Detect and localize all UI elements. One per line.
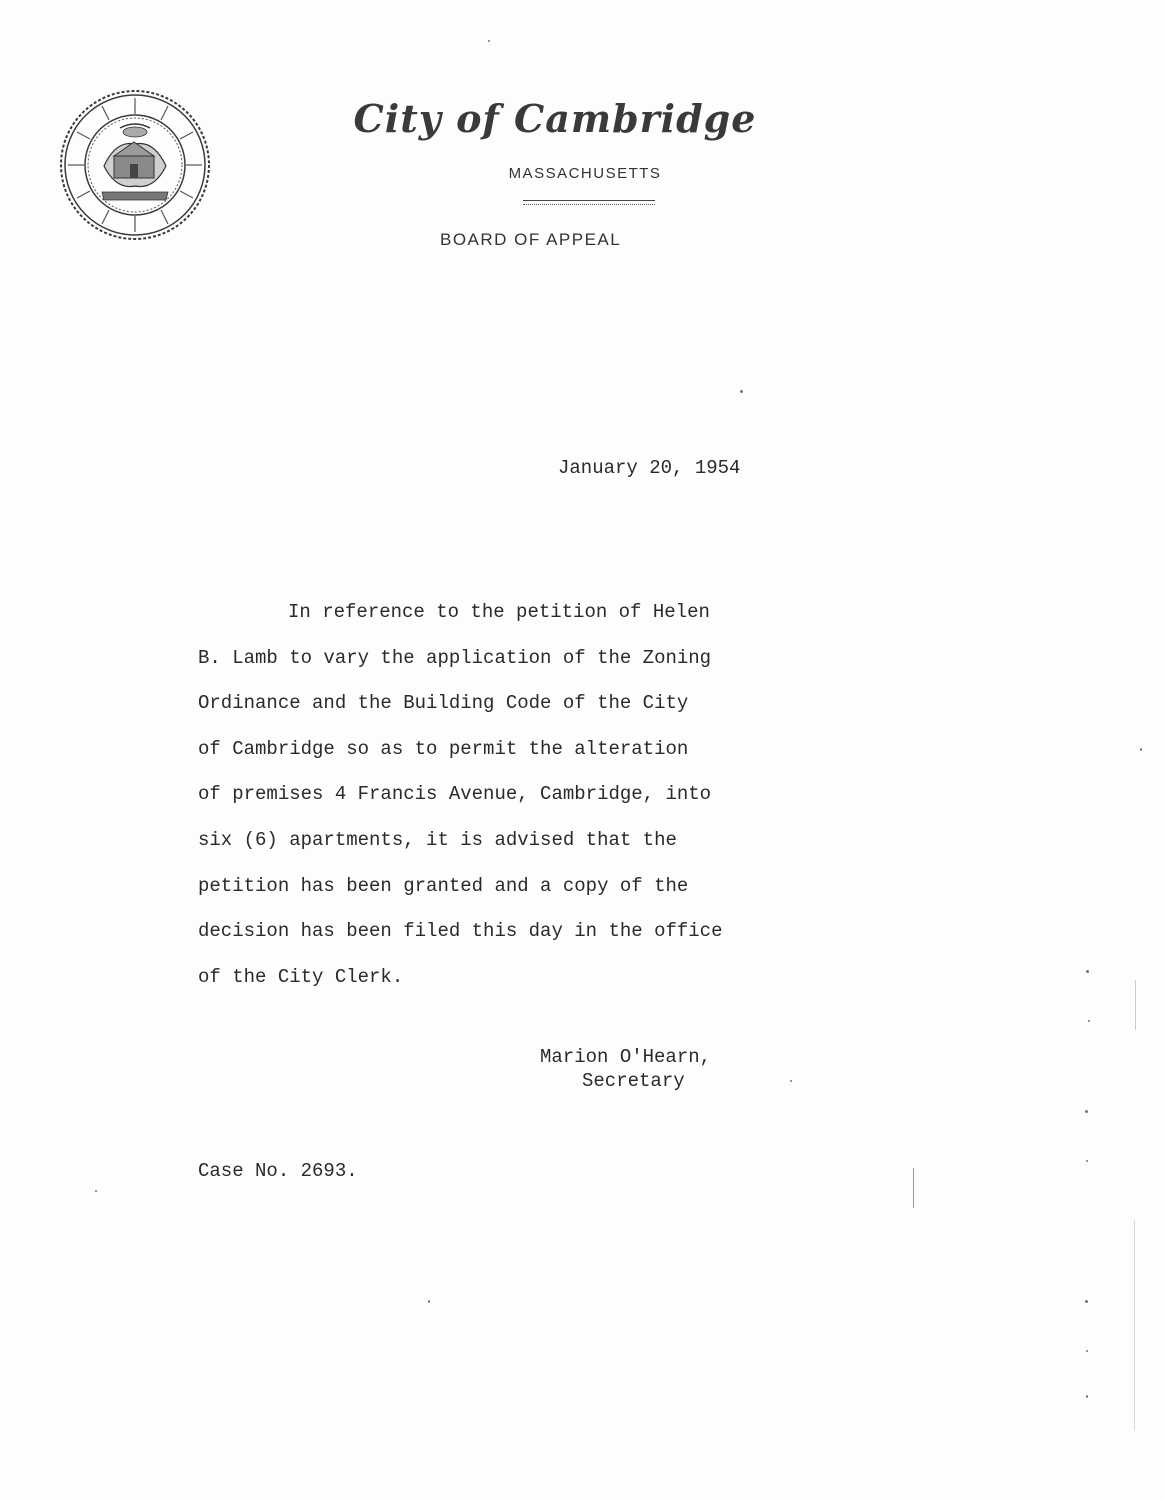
scan-speck [1085, 1300, 1088, 1303]
scan-speck [1140, 748, 1142, 751]
scan-edge-mark [913, 1168, 914, 1208]
body-line: B. Lamb to vary the application of the Zoning [198, 646, 712, 669]
scan-speck [1086, 1395, 1088, 1398]
scan-speck [1086, 970, 1089, 973]
scan-speck [1085, 1110, 1088, 1113]
scan-speck [95, 1190, 97, 1192]
city-title: City of Cambridge [353, 96, 757, 141]
body-line: petition has been granted and a copy of the [198, 874, 689, 897]
letter-body [198, 590, 858, 1000]
header-divider [523, 200, 655, 201]
letter-date: January 20, 1954 [558, 457, 741, 479]
body-line: In reference to the petition of Helen [288, 601, 710, 623]
scan-speck [488, 40, 490, 42]
signer-name: Marion O'Hearn, [540, 1046, 712, 1068]
body-line: of Cambridge so as to permit the alteration [198, 737, 689, 760]
scan-speck [428, 1300, 430, 1303]
scan-speck [1088, 1020, 1090, 1022]
board-name: BOARD OF APPEAL [440, 230, 622, 249]
body-line: of premises 4 Francis Avenue, Cambridge, into [198, 783, 712, 806]
body-line: decision has been filed this day in the office [198, 920, 723, 943]
signer-title: Secretary [582, 1070, 685, 1092]
scan-speck [1086, 1350, 1088, 1352]
body-line: Ordinance and the Building Code of the City [198, 692, 689, 715]
header-divider-dotted [523, 204, 655, 205]
city-seal-icon [58, 88, 212, 242]
case-number: Case No. 2693. [198, 1160, 358, 1182]
body-line: six (6) apartments, it is advised that the [198, 828, 677, 851]
state-name: MASSACHUSETTS [508, 165, 662, 182]
scan-speck [1086, 1160, 1088, 1162]
signature-block [540, 1045, 711, 1093]
body-line: of the City Clerk. [198, 965, 404, 988]
scan-edge-mark [1134, 1220, 1135, 1430]
scan-speck [740, 390, 743, 393]
scan-edge-mark [1135, 980, 1136, 1030]
scan-speck [790, 1080, 792, 1082]
